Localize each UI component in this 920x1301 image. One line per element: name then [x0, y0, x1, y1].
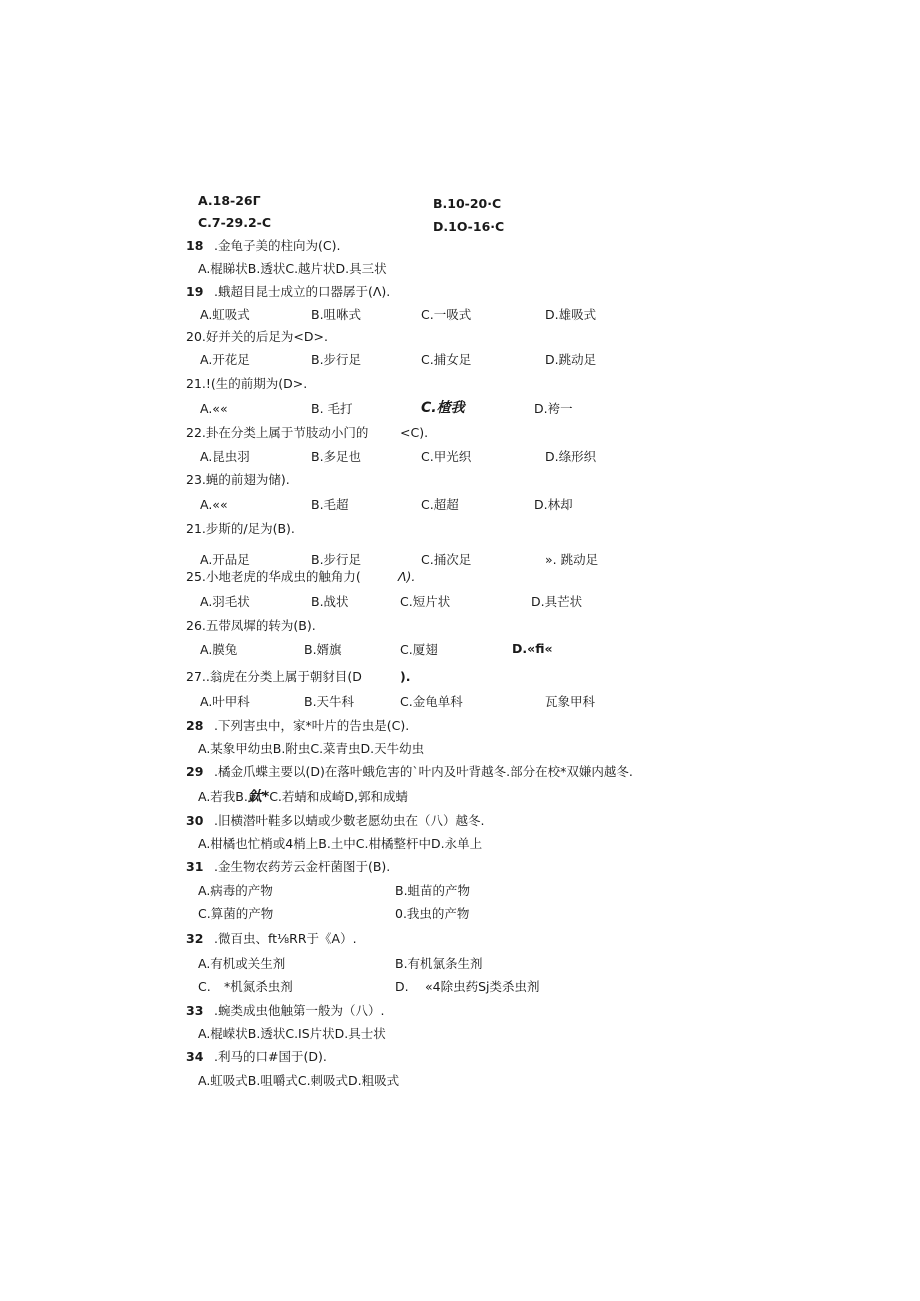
- q28-question: [186, 718, 409, 734]
- q23-option-d: D.林却: [534, 497, 573, 512]
- q33-options: A.棍嵘状B.透状C.IS片状D.具士状: [198, 1026, 386, 1041]
- q20-option-b: B.步行足: [311, 352, 362, 367]
- q18-text: .金龟子美的柱向为(C).: [214, 238, 341, 253]
- q31-option-d: 0.我虫的产物: [395, 906, 470, 921]
- q29-options-b: C.若蜻和成崎D,郭和成蜻: [269, 789, 408, 804]
- q18-options: A.棍睇状B.透状C.越片状D.具三状: [198, 261, 387, 276]
- q19-option-b: B.咀咻式: [311, 307, 362, 322]
- q34-number: 34: [186, 1049, 204, 1064]
- q21a-option-d: D.袴一: [534, 401, 573, 416]
- q20-option-c: C.捕女足: [421, 352, 472, 367]
- q29-number: 29: [186, 764, 204, 779]
- q20-question: 20.好并关的后足为<D>.: [186, 329, 328, 344]
- q32-option-d: «4除虫药Sj类杀虫剂: [425, 979, 540, 994]
- q28-text: .下列害虫中，家*叶片的告虫是(C).: [214, 718, 410, 733]
- q28-options: A.某象甲幼虫B.附虫C.菜青虫D.天牛幼虫: [198, 741, 425, 756]
- q20-option-a: A.开花足: [200, 352, 250, 367]
- q31-option-c: C.算菌的产物: [198, 906, 274, 921]
- q27-option-c: C.金龟单科: [400, 694, 463, 709]
- q32-option-c-label: C.: [198, 979, 211, 994]
- q19-option-d: D.雄吸式: [545, 307, 597, 322]
- q23-option-c: C.超超: [421, 497, 459, 512]
- q31-option-a: A.病毒的产物: [198, 883, 273, 898]
- q21b-question: 21.步斯的/足为(B).: [186, 521, 295, 536]
- q27-option-a: A.叶甲科: [200, 694, 250, 709]
- q19-question: [186, 284, 390, 300]
- q21a-option-c: C.楂我: [421, 400, 465, 416]
- q31-number: 31: [186, 859, 204, 874]
- q34-question: [186, 1049, 327, 1065]
- q27-answer: ).: [400, 669, 411, 684]
- q17-option-a: A.18-26Г: [198, 193, 261, 208]
- q21b-option-b: B.步行足: [311, 552, 362, 567]
- q27-option-b: B.天牛科: [304, 694, 355, 709]
- q32-option-c: *机氮杀虫剂: [224, 979, 293, 994]
- q27-option-d: 瓦象甲科: [545, 694, 596, 709]
- q32-question: [186, 931, 357, 947]
- q34-text: .利马的口#国于(D).: [214, 1049, 327, 1064]
- q32-option-b: B.有机氯条生剂: [395, 956, 483, 971]
- q32-number: 32: [186, 931, 204, 946]
- q19-option-c: C.一吸式: [421, 307, 472, 322]
- q34-options: A.虹吸式B.咀嚼式C.刺吸式D.粗吸式: [198, 1073, 400, 1088]
- q20-option-d: D.跳动足: [545, 352, 597, 367]
- q18-number: 18: [186, 238, 204, 253]
- q23-option-b: B.毛超: [311, 497, 349, 512]
- q21a-option-a: A.««: [200, 401, 228, 416]
- q30-question: [186, 813, 484, 829]
- q17-option-c: C.7-29.2-C: [198, 215, 272, 230]
- q26-option-c: C.厦翅: [400, 642, 438, 657]
- q33-question: [186, 1003, 384, 1019]
- q25-option-a: A.羽毛状: [200, 594, 250, 609]
- q31-text: .金生物农药芳云金杆菌图于(B).: [214, 859, 391, 874]
- q26-option-b: B.婿旗: [304, 642, 342, 657]
- q22-option-a: A.昆虫羽: [200, 449, 250, 464]
- q30-number: 30: [186, 813, 204, 828]
- q32-option-d-label: D.: [395, 979, 409, 994]
- q22-option-c: C.甲光织: [421, 449, 472, 464]
- q19-text: .蛾超目昆士成立的口器孱于(Λ).: [214, 284, 391, 299]
- q22-question: 22.卦在分类上属于节肢动小门的: [186, 425, 369, 440]
- q29-text: .橘金爪蝶主要以(D)在落叶蛾危害的`叶内及叶背越冬.部分在校*双嫌内越冬.: [214, 764, 633, 779]
- q25-question: 25.小地老虎的华成虫的触角力(: [186, 569, 361, 584]
- q30-text: .旧横潜叶鞋多以蜻或少數老愿幼虫在（八）越冬.: [214, 813, 485, 828]
- q29-options: [198, 789, 408, 805]
- q29-options-mid: 鈦*: [247, 789, 270, 805]
- q17-option-b: B.10-20·C: [433, 196, 502, 211]
- q19-number: 19: [186, 284, 204, 299]
- q26-option-d: D.«fi«: [512, 641, 553, 656]
- q26-question: 26.五带凤墀的转为(B).: [186, 618, 316, 633]
- q21b-option-d: ». 跳动足: [545, 552, 599, 567]
- q32-text: .微百虫、ft⅛RR于《A）.: [214, 931, 357, 946]
- q23-question: 23.蝇的前翅为储).: [186, 472, 290, 487]
- q29-options-a: A.若我B.: [198, 789, 248, 804]
- q30-options: A.柑橘也忙梢或4梢上B.土中C.柑橘整杆中D.永单上: [198, 836, 483, 851]
- q19-option-a: A.虹吸式: [200, 307, 250, 322]
- q22-option-d: D.绦形织: [545, 449, 597, 464]
- q29-question: [186, 764, 633, 780]
- q25-answer: Λ).: [398, 569, 416, 584]
- q26-option-a: A.膜兔: [200, 642, 238, 657]
- q25-option-b: B.战状: [311, 594, 349, 609]
- q21b-option-c: C.捅次足: [421, 552, 472, 567]
- q31-option-b: B.蛆苗的产物: [395, 883, 471, 898]
- q17-option-d: D.1O-16·C: [433, 219, 505, 234]
- q23-option-a: A.««: [200, 497, 228, 512]
- q25-option-d: D.具芒状: [531, 594, 583, 609]
- q21a-question: 21.!(生的前期为(D>.: [186, 376, 308, 391]
- q33-text: .蜿类成虫他触第一般为（八）.: [214, 1003, 385, 1018]
- q21a-option-b: B. 毛打: [311, 401, 353, 416]
- q32-option-a: A.有机或关生剂: [198, 956, 286, 971]
- q22-option-b: B.多足也: [311, 449, 362, 464]
- q25-option-c: C.短片状: [400, 594, 451, 609]
- q27-question: 27..翁虎在分类上属于朝豺目(D: [186, 669, 362, 684]
- q22-answer: <C).: [400, 425, 429, 440]
- q28-number: 28: [186, 718, 204, 733]
- q31-question: [186, 859, 390, 875]
- q33-number: 33: [186, 1003, 204, 1018]
- q21b-option-a: A.开品足: [200, 552, 250, 567]
- q18-question: [186, 238, 340, 254]
